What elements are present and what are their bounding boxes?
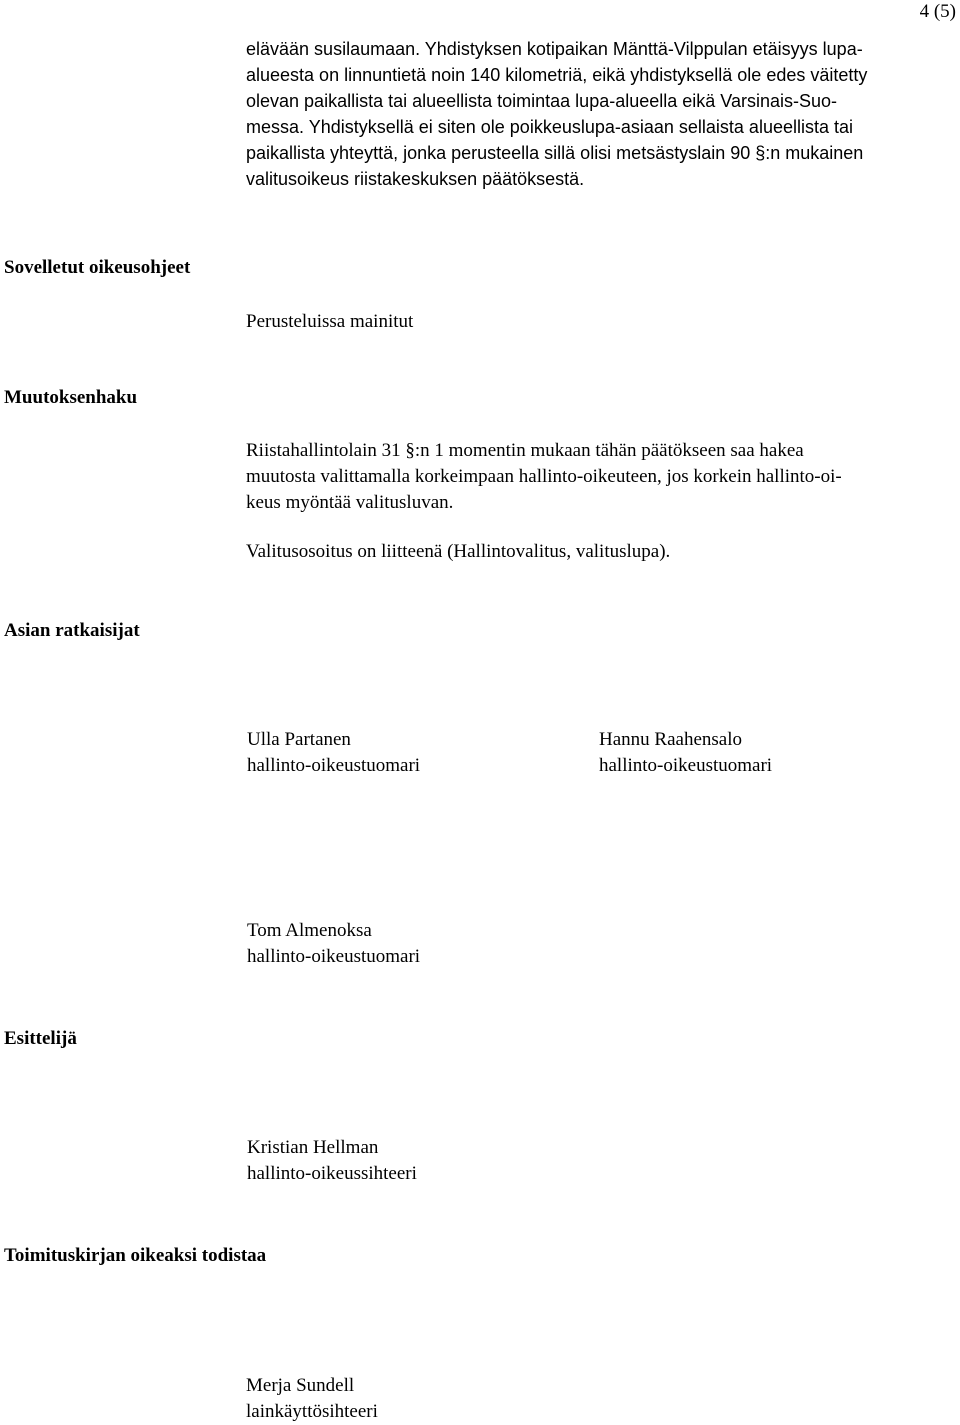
certifier-name: Merja Sundell: [246, 1375, 355, 1396]
signature-block-hannu-raahensalo: [599, 727, 772, 779]
signature-block-tom-almenoksa: [247, 918, 420, 970]
presenter-name: Kristian Hellman: [247, 1137, 379, 1158]
signer-name: Ulla Partanen: [247, 729, 351, 750]
appeal-text: Riistahallintolain 31 §:n 1 momentin mukaan tähän päätökseen saa hakea muutosta valittamalla korkeimpaan hallinto-oikeuteen, jos korkein hallinto-oi- keus myöntää valitusluvan.: [246, 440, 842, 513]
heading-applied-law: Sovelletut oikeusohjeet: [4, 257, 191, 278]
signer-title: hallinto-oikeustuomari: [599, 755, 773, 776]
heading-deciders: Asian ratkaisijat: [4, 620, 140, 641]
certifier-title: lainkäyttösihteeri: [246, 1401, 378, 1422]
heading-certified-copy: Toimituskirjan oikeaksi todistaa: [4, 1245, 267, 1266]
appeal-note: Valitusosoitus on liitteenä (Hallintovalitus, valituslupa).: [246, 541, 671, 562]
signer-title: hallinto-oikeustuomari: [247, 755, 421, 776]
signer-name: Hannu Raahensalo: [599, 729, 742, 750]
intro-paragraph: elävään susilaumaan. Yhdistyksen kotipaikan Mänttä-Vilppulan etäisyys lupa- alueesta on linnuntietä noin 140 kilometriä, eikä yhdistyksellä ole edes väitetty olevan paikallista tai alueellista toimintaa lupa-alueella eikä Varsinais-Suo- messa. Yhdistyksellä ei siten ole poikkeuslupa-asiaan sellaista alueellista tai paikallista yhteyttä, jonka perusteella sillä olisi metsästyslain 90 §:n mukainen valitusoikeus riistakeskuksen päätöksestä.: [246, 39, 868, 189]
signature-block-certifier: [246, 1373, 378, 1425]
page-number: 4 (5): [919, 1, 956, 22]
heading-presenter: Esittelijä: [4, 1028, 77, 1049]
signer-name: Tom Almenoksa: [247, 920, 372, 941]
applied-law-text: Perusteluissa mainitut: [246, 311, 414, 332]
heading-appeal: Muutoksenhaku: [4, 387, 138, 408]
signer-title: hallinto-oikeustuomari: [247, 946, 421, 967]
signature-block-ulla-partanen: [247, 727, 420, 779]
signature-block-presenter: [247, 1135, 417, 1187]
presenter-title: hallinto-oikeussihteeri: [247, 1163, 417, 1184]
